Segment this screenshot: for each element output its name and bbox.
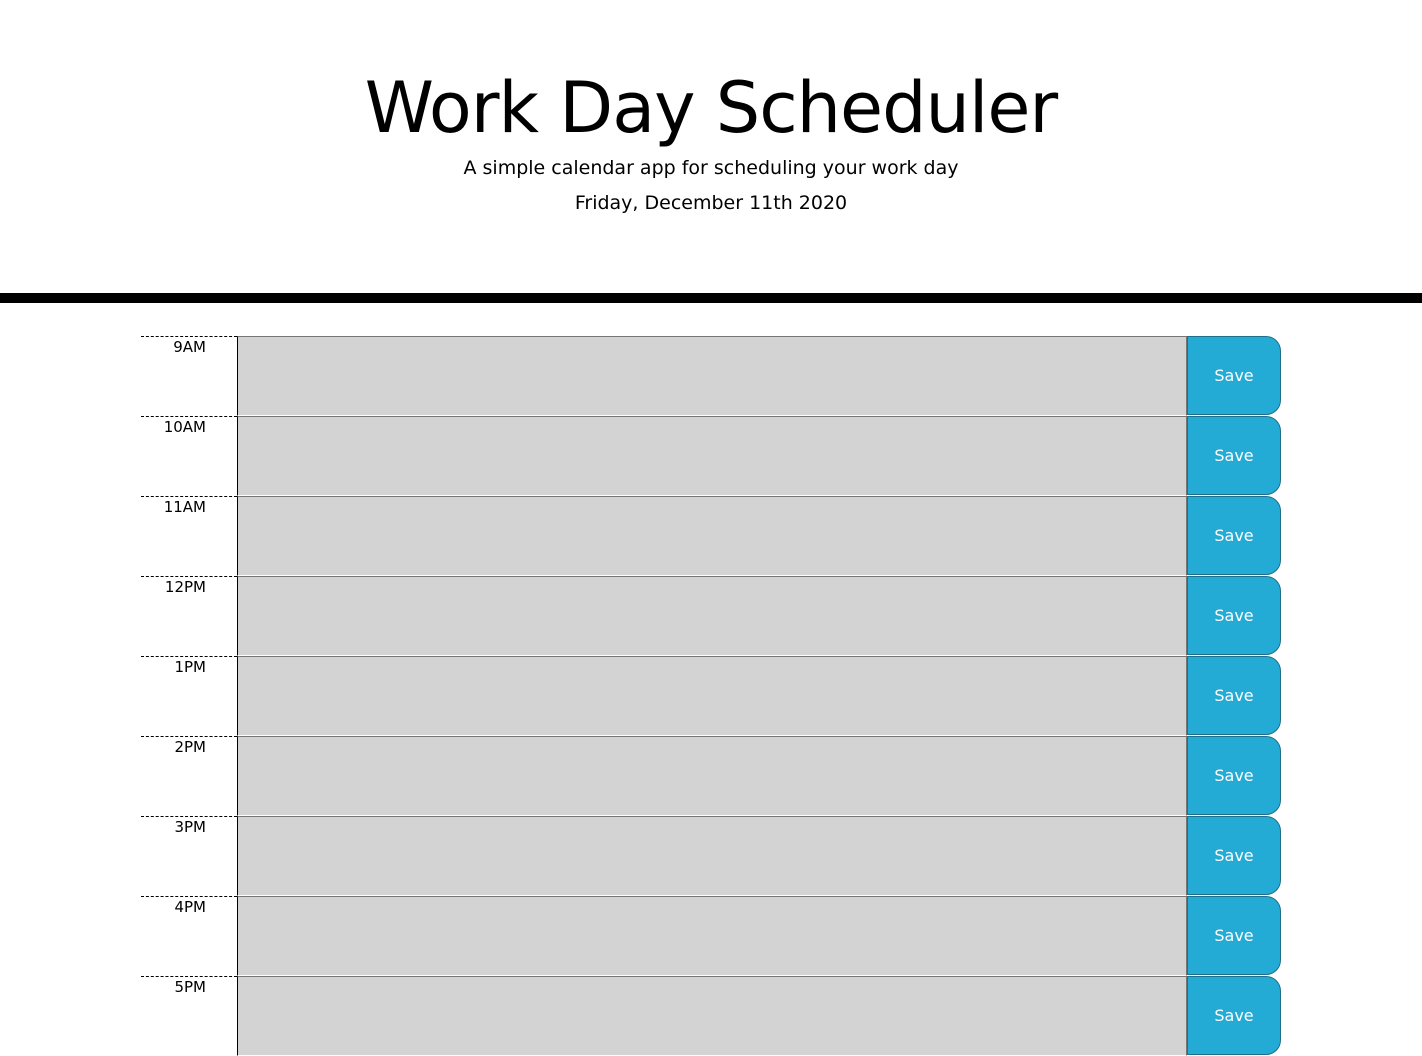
save-button[interactable]: Save (1187, 976, 1281, 1055)
event-description-input[interactable] (237, 816, 1187, 896)
hour-label: 12PM (141, 576, 237, 656)
time-block-10am (141, 416, 1281, 496)
time-block-5pm (141, 976, 1281, 1056)
schedule-container (141, 336, 1281, 1056)
save-button[interactable]: Save (1187, 336, 1281, 415)
hour-label: 4PM (141, 896, 237, 976)
current-day: Friday, December 11th 2020 (574, 192, 848, 214)
event-description-input[interactable] (237, 336, 1187, 416)
time-block-3pm (141, 816, 1281, 896)
time-block-9am (141, 336, 1281, 416)
event-description-input[interactable] (237, 976, 1187, 1056)
hour-label: 2PM (141, 736, 237, 816)
hour-label: 5PM (141, 976, 237, 1056)
event-description-input[interactable] (237, 656, 1187, 736)
save-button[interactable]: Save (1187, 896, 1281, 975)
save-button[interactable]: Save (1187, 656, 1281, 735)
event-description-input[interactable] (237, 736, 1187, 816)
save-button[interactable]: Save (1187, 416, 1281, 495)
event-description-input[interactable] (237, 896, 1187, 976)
event-description-input[interactable] (237, 576, 1187, 656)
page-subtitle: A simple calendar app for scheduling your work day (463, 157, 959, 179)
hour-label: 9AM (141, 336, 237, 416)
hour-label: 10AM (141, 416, 237, 496)
page-title: Work Day Scheduler (364, 67, 1058, 149)
hour-label: 11AM (141, 496, 237, 576)
header (0, 0, 1422, 303)
time-block-4pm (141, 896, 1281, 976)
hour-label: 1PM (141, 656, 237, 736)
time-block-11am (141, 496, 1281, 576)
time-block-2pm (141, 736, 1281, 816)
time-block-1pm (141, 656, 1281, 736)
hour-label: 3PM (141, 816, 237, 896)
time-block-12pm (141, 576, 1281, 656)
save-button[interactable]: Save (1187, 736, 1281, 815)
save-button[interactable]: Save (1187, 816, 1281, 895)
save-button[interactable]: Save (1187, 576, 1281, 655)
save-button[interactable]: Save (1187, 496, 1281, 575)
event-description-input[interactable] (237, 416, 1187, 496)
event-description-input[interactable] (237, 496, 1187, 576)
